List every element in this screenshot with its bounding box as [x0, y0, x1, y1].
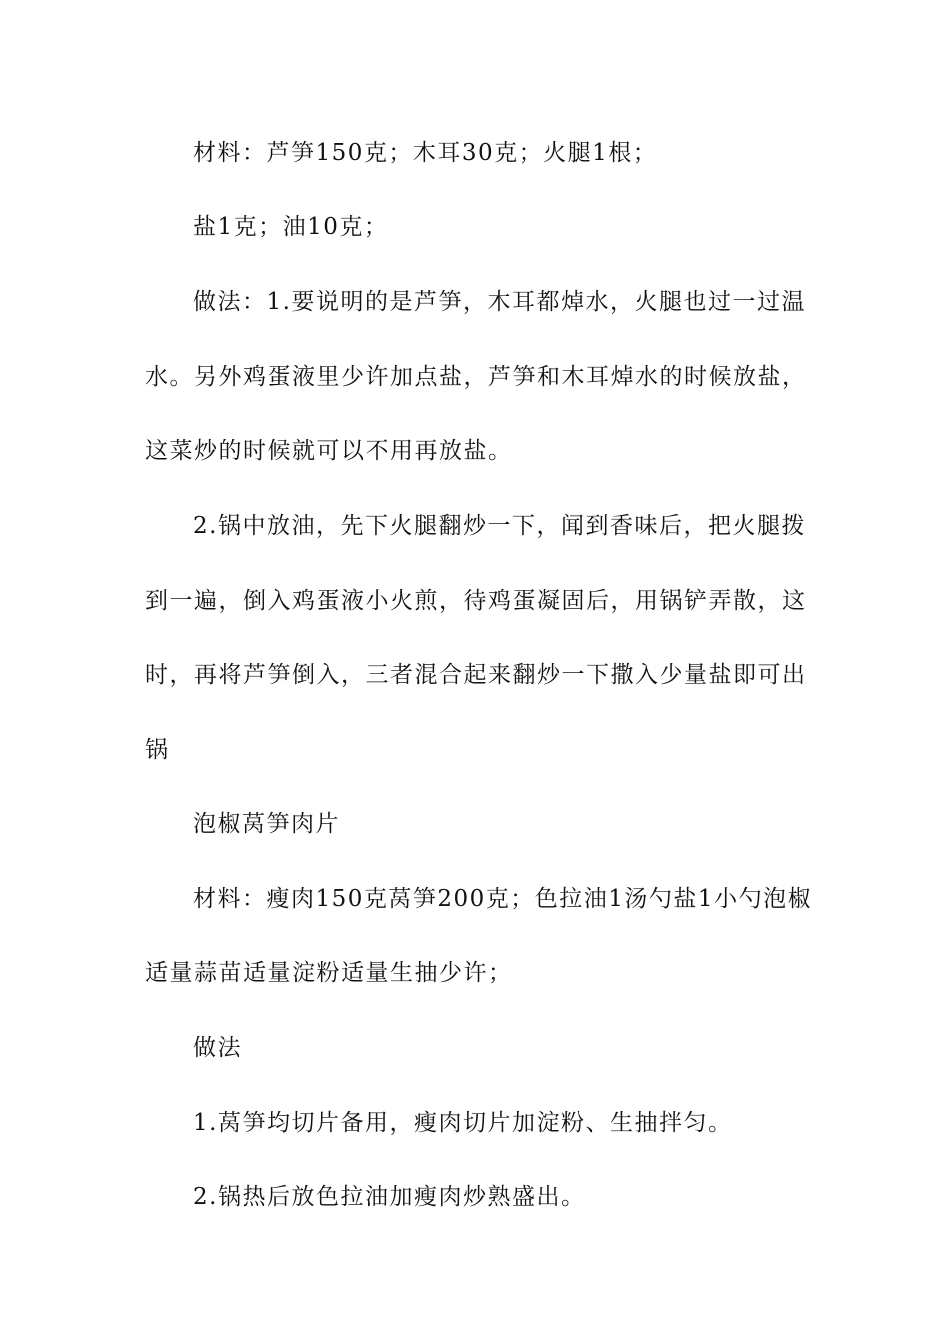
- recipe1-ingredients-line1: 材料：芦笋150克；木耳30克；火腿1根；: [193, 140, 658, 166]
- recipe1-method-step2-line3: 时，再将芦笋倒入，三者混合起来翻炒一下撒入少量盐即可出: [145, 662, 807, 688]
- recipe2-title: 泡椒莴笋肉片: [193, 811, 340, 837]
- recipe2-ingredients-line2: 适量蒜苗适量淀粉适量生抽少许；: [145, 960, 513, 986]
- recipe2-method-step1: 1.莴笋均切片备用，瘦肉切片加淀粉、生抽拌匀。: [193, 1110, 733, 1136]
- recipe1-method-step2-line4: 锅: [145, 737, 170, 763]
- recipe1-method-step1-line3: 这菜炒的时候就可以不用再放盐。: [145, 438, 513, 464]
- recipe2-method-step2: 2.锅热后放色拉油加瘦肉炒熟盛出。: [193, 1184, 586, 1210]
- recipe2-method-heading: 做法: [193, 1035, 242, 1061]
- recipe1-method-step1-line2: 水。另外鸡蛋液里少许加点盐，芦笋和木耳焯水的时候放盐，: [145, 364, 807, 390]
- recipe1-method-step1-line1: 做法：1.要说明的是芦笋，木耳都焯水，火腿也过一过温: [193, 289, 806, 315]
- recipe1-method-step2-line2: 到一遍，倒入鸡蛋液小火煎，待鸡蛋凝固后，用锅铲弄散，这: [145, 588, 807, 614]
- recipe2-ingredients-line1: 材料：瘦肉150克莴笋200克；色拉油1汤勺盐1小勺泡椒: [193, 886, 813, 912]
- recipe1-ingredients-line2: 盐1克；油10克；: [193, 214, 389, 240]
- recipe1-method-step2-line1: 2.锅中放油，先下火腿翻炒一下，闻到香味后，把火腿拨: [193, 513, 806, 539]
